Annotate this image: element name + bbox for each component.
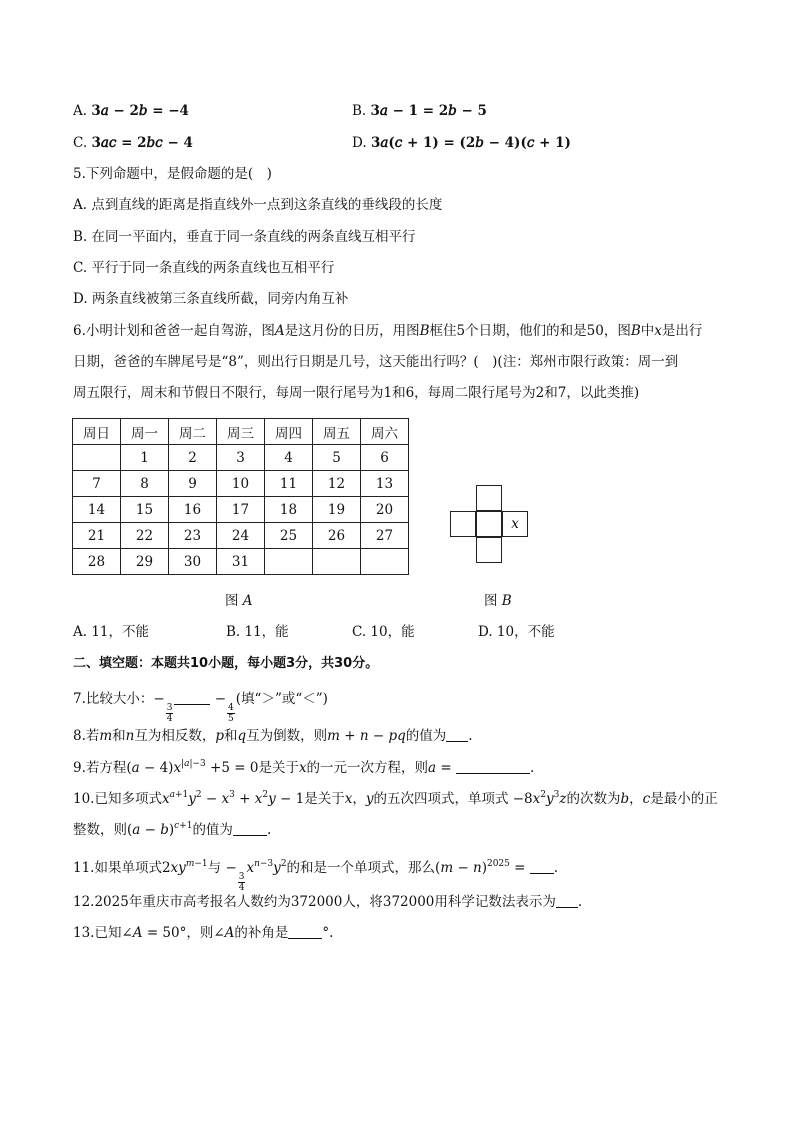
calendar-cell: 20 <box>361 497 409 523</box>
calendar-cell: 14 <box>73 497 121 523</box>
figure-a-caption: 图 𝐴 <box>225 593 253 609</box>
q4-option-b: B. 3𝑎 − 1 = 2𝑏 − 5 <box>352 103 487 119</box>
calendar-cell: 21 <box>73 523 121 549</box>
calendar-cell: 27 <box>361 523 409 549</box>
q8-answer-blank[interactable] <box>446 729 468 742</box>
q4-option-d: D. 3𝑎(𝑐 + 1) = (2𝑏 − 4)(𝑐 + 1) <box>352 135 571 151</box>
q5-stem: 5.下列命题中，是假命题的是( ) <box>73 166 272 182</box>
calendar-row <box>73 549 409 575</box>
figure-b-cell-left <box>450 511 476 537</box>
calendar-cell <box>265 549 313 575</box>
q9: 9.若方程(𝑎 − 4)𝑥$^{|𝑎|-3}$ +5 = 0是关于𝑥的一元一次方程，则𝑎 = . <box>73 759 535 776</box>
calendar-cell: 9 <box>169 471 217 497</box>
calendar-row <box>73 497 409 523</box>
calendar-cell: 7 <box>73 471 121 497</box>
figure-b-cell-center <box>476 511 502 537</box>
figure-b-x-label: 𝑥 <box>511 516 519 532</box>
q4-option-a: A. 3𝑎 − 2𝑏 = −4 <box>73 103 189 119</box>
q6-stem-line1: 6.小明计划和爸爸一起自驾游，图𝐴是这月份的日历，用图𝐵框住5个日期，他们的和是50，图𝐵中𝑥是出行 <box>73 323 703 339</box>
calendar-header-cell: 周四 <box>265 419 313 445</box>
calendar-header-cell: 周三 <box>217 419 265 445</box>
calendar-header-cell: 周日 <box>73 419 121 445</box>
q10-line2: 整数，则(𝑎 − 𝑏)$^{𝑐+1}$的值为 . <box>73 821 272 838</box>
q7-fraction-1: $\frac{3}{4}$ <box>166 703 173 724</box>
calendar-cell: 8 <box>121 471 169 497</box>
calendar-cell: 19 <box>313 497 361 523</box>
calendar-cell: 18 <box>265 497 313 523</box>
calendar-cell: 10 <box>217 471 265 497</box>
q6-option-a: A. 11，不能 <box>73 624 150 640</box>
q4-option-c: C. 3𝑎𝑐 = 2𝑏𝑐 − 4 <box>73 135 193 151</box>
calendar-cell: 25 <box>265 523 313 549</box>
calendar-row <box>73 445 409 471</box>
q8-text: 8.若𝑚和𝑛互为相反数，𝑝和𝑞互为倒数，则𝑚 + 𝑛 − 𝑝𝑞的值为 <box>73 728 447 744</box>
q5-option-c: C. 平行于同一条直线的两条直线也互相平行 <box>73 260 335 276</box>
calendar-cell: 22 <box>121 523 169 549</box>
q6-option-c: C. 10，能 <box>352 624 415 640</box>
calendar-cell: 13 <box>361 471 409 497</box>
calendar-cell <box>313 549 361 575</box>
calendar-header-cell: 周一 <box>121 419 169 445</box>
calendar-cell <box>361 549 409 575</box>
figure-b-cell-bottom <box>476 537 502 563</box>
calendar-header-cell: 周六 <box>361 419 409 445</box>
q11-answer-blank[interactable] <box>530 861 554 874</box>
q11-fraction: $\frac{3}{4}$ <box>238 872 245 893</box>
q13: 13.已知∠𝐴 = 50°，则∠𝐴的补角是 °. <box>73 925 334 941</box>
calendar-cell: 12 <box>313 471 361 497</box>
q6-option-d: D. 10，不能 <box>478 624 555 640</box>
calendar-cell: 28 <box>73 549 121 575</box>
q9-answer-blank[interactable] <box>456 761 530 774</box>
q7-fraction-2: $\frac{4}{5}$ <box>228 703 234 724</box>
q7-minus: − <box>214 691 227 707</box>
q7 <box>73 690 328 724</box>
q12-answer-blank[interactable] <box>556 895 578 908</box>
calendar-cell: 24 <box>217 523 265 549</box>
q6-stem-line3: 周五限行，周末和节假日不限行，每周一限行尾号为1和6，每周二限行尾号为2和7，以此类推) <box>73 385 640 401</box>
calendar-cell: 4 <box>265 445 313 471</box>
calendar-cell: 16 <box>169 497 217 523</box>
calendar-cell: 23 <box>169 523 217 549</box>
figure-b-caption: 图 𝐵 <box>484 593 512 609</box>
q7-answer-blank[interactable] <box>174 692 210 705</box>
calendar-cell: 5 <box>313 445 361 471</box>
section-2-heading: 二、填空题：本题共10小题，每小题3分，共30分。 <box>73 656 379 671</box>
q7-suffix: (填“＞”或“＜”) <box>235 691 328 707</box>
calendar-cell: 17 <box>217 497 265 523</box>
q5-option-b: B. 在同一平面内，垂直于同一条直线的两条直线互相平行 <box>73 229 416 245</box>
calendar-cell: 31 <box>217 549 265 575</box>
figure-b-cell-right <box>502 511 528 537</box>
figure-b-cell-top <box>476 485 502 511</box>
calendar-cell: 26 <box>313 523 361 549</box>
calendar-row <box>73 523 409 549</box>
calendar-header-row <box>73 419 409 445</box>
q5-option-a: A. 点到直线的距离是指直线外一点到这条直线的垂线段的长度 <box>73 197 443 213</box>
calendar-cell: 30 <box>169 549 217 575</box>
calendar-header-cell: 周二 <box>169 419 217 445</box>
q5-option-d: D. 两条直线被第三条直线所截，同旁内角互补 <box>73 291 349 307</box>
calendar-cell: 11 <box>265 471 313 497</box>
calendar-cell: 6 <box>361 445 409 471</box>
q10-answer-blank[interactable] <box>233 823 267 836</box>
q8: 8.若𝑚和𝑛互为相反数，𝑝和𝑞互为倒数，则𝑚 + 𝑛 − 𝑝𝑞的值为 . <box>73 728 473 744</box>
calendar-cell: 15 <box>121 497 169 523</box>
q12: 12.2025年重庆市高考报名人数约为372000人，将372000用科学记数法表示为 . <box>73 894 583 910</box>
calendar-cell: 29 <box>121 549 169 575</box>
calendar-row <box>73 471 409 497</box>
calendar-cell: 1 <box>121 445 169 471</box>
calendar-table <box>72 418 409 575</box>
calendar-cell: 3 <box>217 445 265 471</box>
q6-option-b: B. 11，能 <box>226 624 289 640</box>
q13-answer-blank[interactable] <box>288 926 322 939</box>
calendar-header-cell: 周五 <box>313 419 361 445</box>
calendar-cell: 2 <box>169 445 217 471</box>
q7-prefix: 7.比较大小：− <box>73 691 165 707</box>
q11: 11.如果单项式2𝑥𝑦$^{𝑚-1}$与 − $\frac{3}{4}$ 𝑥$^{𝑛-3}$𝑦$^2$的和是一个单项式，那么(𝑚 − 𝑛)$^{2025}$ = . <box>73 859 559 893</box>
calendar-cell <box>73 445 121 471</box>
q6-stem-line2: 日期，爸爸的车牌尾号是“8”，则出行日期是几号，这天能出行吗？( )(注：郑州市限行政策：周一到 <box>73 354 679 370</box>
q10-line1: 10.已知多项式𝑥$^{𝑎+1}$𝑦$^2$ − 𝑥$^3$ + 𝑥$^2$𝑦 − 1是关于𝑥，𝑦的五次四项式，单项式 −8𝑥$^2$𝑦$^3$𝑧的次数为𝑏，𝑐是最小的正 <box>73 790 718 807</box>
